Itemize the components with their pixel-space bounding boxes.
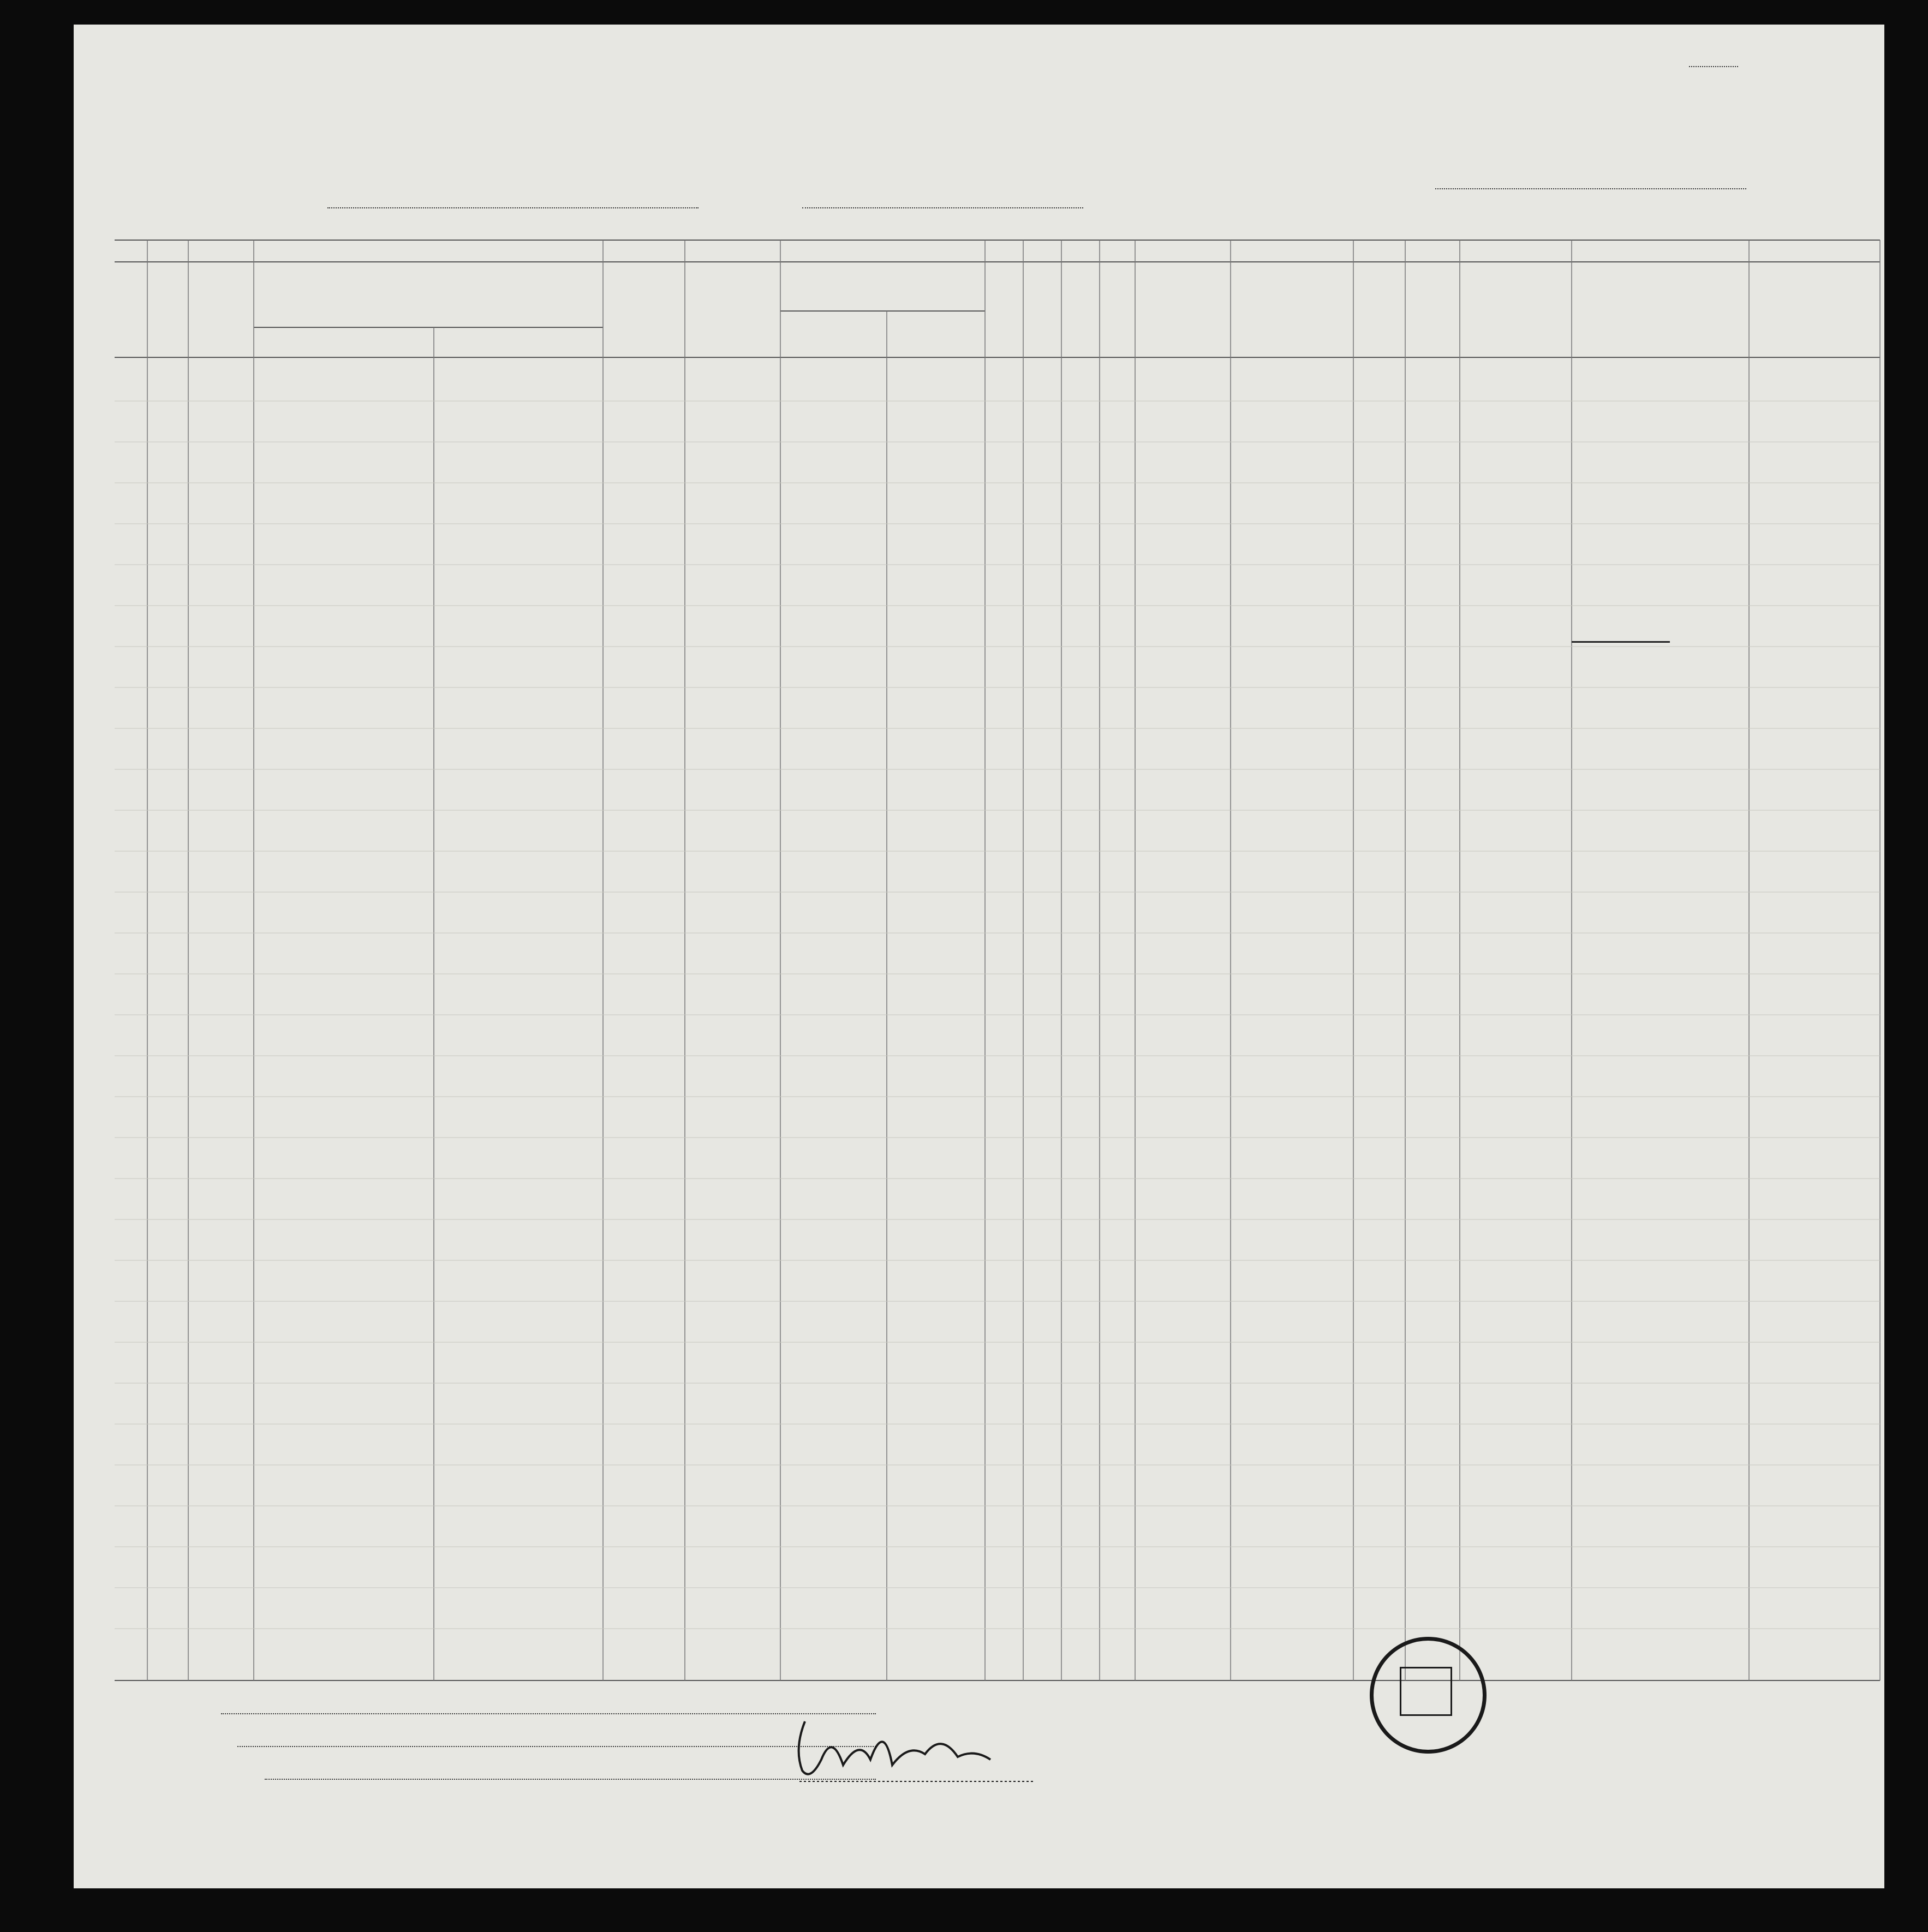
- table-grid: [74, 25, 1884, 1888]
- inspector-signature: [783, 1700, 1045, 1798]
- owners-field: [237, 1746, 876, 1747]
- strikeout-mark: [1572, 641, 1670, 643]
- line-field: [221, 1713, 876, 1714]
- side-date-stamp: [112, 993, 139, 1184]
- manifest-sheet: [74, 25, 1884, 1888]
- seal-center: [1400, 1667, 1452, 1716]
